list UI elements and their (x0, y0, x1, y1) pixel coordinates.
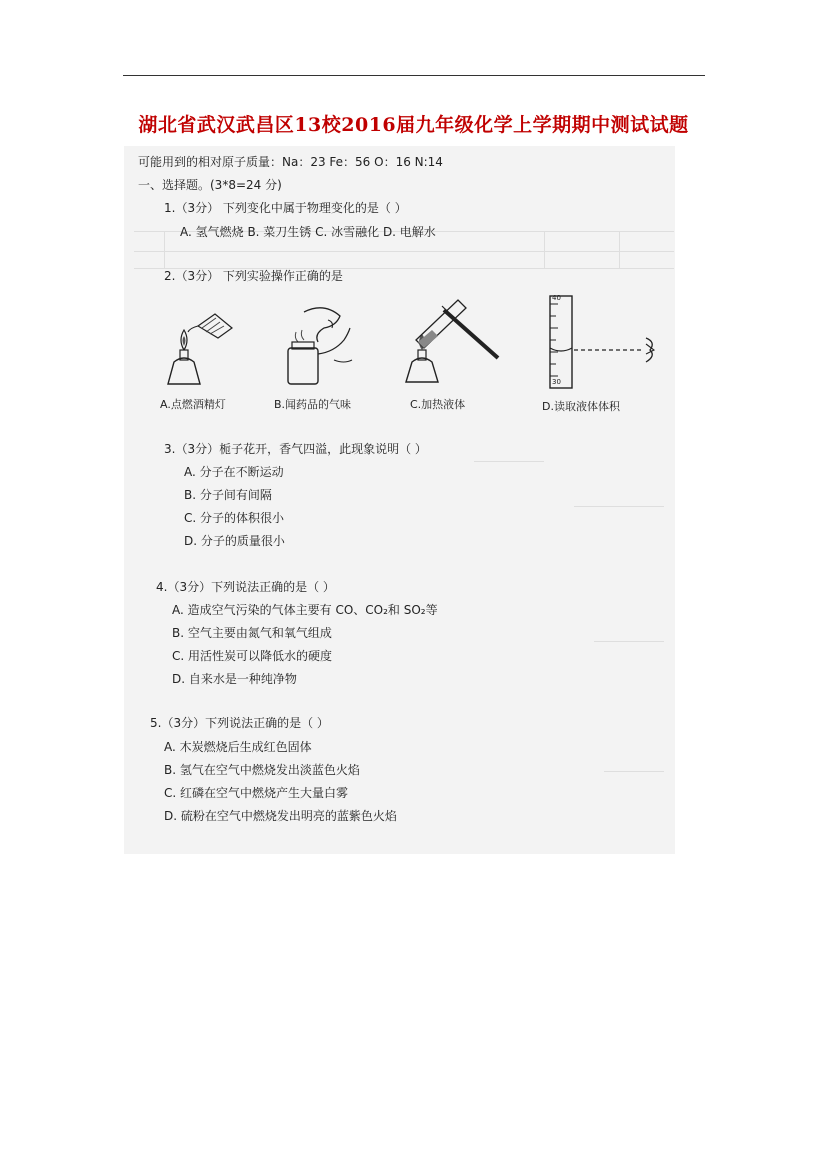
question-3-option-b: B. 分子间有间隔 (184, 488, 272, 502)
question-3-option-c: C. 分子的体积很小 (184, 511, 285, 525)
question-3-option-a: A. 分子在不断运动 (184, 465, 284, 479)
question-5-stem: 5.（3分）下列说法正确的是（ ） (150, 716, 329, 730)
question-4-option-d: D. 自来水是一种纯净物 (172, 672, 297, 686)
question-3-option-d: D. 分子的质量很小 (184, 534, 285, 548)
atomic-masses-note: 可能用到的相对原子质量：Na：23 Fe：56 O：16 N:14 (138, 155, 443, 169)
question-5-option-a: A. 木炭燃烧后生成红色固体 (164, 740, 312, 754)
figure-d-caption: D.读取液体体积 (542, 400, 620, 413)
question-5-option-b: B. 氢气在空气中燃烧发出淡蓝色火焰 (164, 763, 360, 777)
figure-c-caption: C.加热液体 (410, 398, 466, 411)
header-rule (123, 75, 705, 76)
question-2-stem: 2.（3分） 下列实验操作正确的是 (164, 269, 343, 283)
alcohol-lamp-lighting-figure (160, 306, 260, 391)
scanned-exam-page (124, 146, 675, 854)
section-heading: 一、选择题。(3*8=24 分) (138, 178, 282, 192)
cylinder-tick-30: 30 (552, 378, 561, 386)
question-4-stem: 4.（3分）下列说法正确的是（ ） (156, 580, 335, 594)
question-4-option-c: C. 用活性炭可以降低水的硬度 (172, 649, 333, 663)
question-1-options: A. 氢气燃烧 B. 菜刀生锈 C. 冰雪融化 D. 电解水 (180, 225, 436, 239)
question-4-option-a: A. 造成空气污染的气体主要有 CO、CO₂和 SO₂等 (172, 603, 438, 617)
cylinder-tick-40: 40 (552, 294, 561, 302)
graduated-cylinder-figure (534, 292, 669, 392)
question-5-option-c: C. 红磷在空气中燃烧产生大量白雾 (164, 786, 349, 800)
figure-a-caption: A.点燃酒精灯 (160, 398, 226, 411)
document-title: 湖北省武汉武昌区13校2016届九年级化学上学期期中测试试题 (138, 114, 689, 136)
question-5-option-d: D. 硫粉在空气中燃烧发出明亮的蓝紫色火焰 (164, 809, 397, 823)
smelling-reagent-figure (274, 304, 374, 389)
question-4-option-b: B. 空气主要由氮气和氧气组成 (172, 626, 332, 640)
figure-b-caption: B.闻药品的气味 (274, 398, 352, 411)
question-1-stem: 1.（3分） 下列变化中属于物理变化的是（ ） (164, 201, 407, 215)
question-3-stem: 3.（3分）栀子花开，香气四溢，此现象说明（ ） (164, 442, 427, 456)
heating-liquid-figure (396, 296, 506, 391)
